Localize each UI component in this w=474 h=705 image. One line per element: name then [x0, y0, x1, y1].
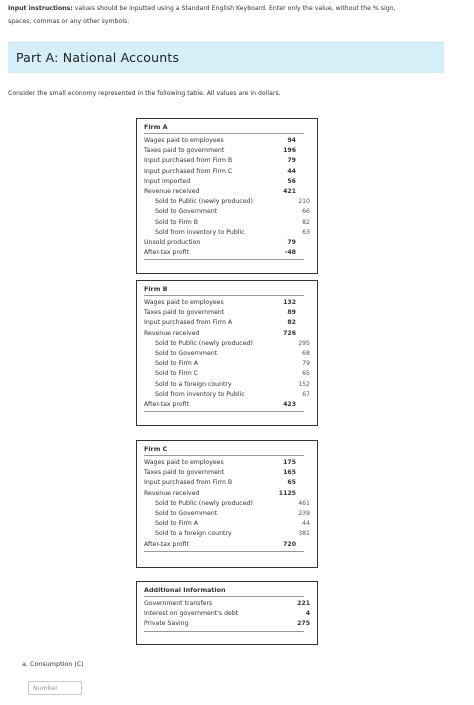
row-subvalue: 67	[302, 390, 310, 398]
row-subvalue: 63	[302, 228, 310, 236]
table-row	[144, 248, 310, 258]
row-label: Revenue received	[144, 489, 200, 497]
row-subvalue: 275	[297, 620, 310, 628]
row-label: After-tax profit	[144, 540, 189, 548]
row-value: 175	[283, 459, 296, 466]
row-label: Sold to Public (newly produced)	[155, 499, 253, 507]
row-subvalue: 152	[298, 380, 310, 388]
row-label: Sold to Firm A	[155, 360, 198, 368]
table-row	[144, 308, 310, 318]
footer-divider	[144, 631, 304, 632]
table-row	[144, 380, 310, 390]
row-value: 79	[287, 239, 296, 246]
row-label: Taxes paid to government	[144, 147, 225, 155]
table-row	[144, 458, 310, 468]
row-label: Private Saving	[144, 620, 189, 628]
row-label: Sold to Government	[155, 208, 218, 216]
row-value: 720	[283, 540, 296, 548]
row-label: Taxes paid to government	[144, 309, 225, 317]
section-banner	[8, 42, 444, 73]
row-label: Input purchased from Firm A	[144, 319, 233, 327]
firm-b-table	[136, 280, 318, 426]
additional-info-table	[136, 581, 318, 645]
intro-text: Consider the small economy represented in the following table. All values are in dollars.	[8, 90, 281, 97]
row-subvalue: 381	[298, 530, 310, 538]
table-row	[144, 529, 310, 539]
table-row	[144, 197, 310, 207]
table-row	[144, 609, 310, 619]
table-row	[144, 298, 310, 308]
firm-c-table	[136, 440, 318, 568]
table-row	[144, 509, 310, 519]
row-label: Sold to Firm A	[155, 520, 198, 528]
table-row	[144, 540, 310, 550]
table-row	[144, 187, 310, 197]
table-row	[144, 167, 310, 177]
row-label: Sold to a foreign country	[155, 380, 232, 388]
row-label: Wages paid to employees	[144, 299, 224, 306]
table-row	[144, 207, 310, 217]
question-label: a. Consumption (C)	[22, 660, 84, 668]
row-value: 421	[283, 188, 296, 195]
row-label: Input imported	[144, 177, 191, 185]
header-divider	[144, 295, 304, 296]
table-row	[144, 499, 310, 509]
row-label: Revenue received	[144, 188, 200, 195]
table-row	[144, 390, 310, 400]
row-label: Sold from inventory to Public	[155, 228, 245, 236]
row-value: 165	[283, 469, 296, 477]
input-instructions	[8, 2, 464, 28]
row-label: Interest on government's debt	[144, 610, 239, 618]
row-label: Sold to Public (newly produced)	[155, 198, 253, 206]
row-label: Unsold production	[144, 239, 201, 246]
row-value: 94	[287, 137, 296, 144]
table-row	[144, 318, 310, 328]
row-subvalue: 66	[302, 208, 310, 216]
table-row	[144, 468, 310, 478]
row-subvalue: 65	[302, 370, 310, 378]
row-value: 56	[287, 177, 296, 185]
row-subvalue: 461	[298, 499, 310, 507]
table-row	[144, 238, 310, 248]
footer-divider	[144, 259, 304, 260]
row-label: After-tax profit	[144, 249, 189, 257]
table-row	[144, 599, 310, 609]
table-row	[144, 400, 310, 410]
row-label: Wages paid to employees	[144, 459, 224, 466]
row-subvalue: 221	[297, 600, 310, 607]
row-label: Taxes paid to government	[144, 469, 225, 477]
instructions-bold: Input instructions:	[8, 5, 73, 12]
table-row	[144, 369, 310, 379]
footer-divider	[144, 411, 304, 412]
table-row	[144, 218, 310, 228]
row-value: 44	[287, 167, 296, 175]
table-row	[144, 619, 310, 629]
table-row	[144, 329, 310, 339]
row-label: Input purchased from Firm B	[144, 479, 233, 487]
table-row	[144, 489, 310, 499]
header-divider	[144, 455, 304, 456]
row-subvalue: 82	[302, 218, 310, 226]
table-row	[144, 156, 310, 166]
table-row	[144, 519, 310, 529]
table-row	[144, 146, 310, 156]
row-subvalue: 4	[305, 610, 310, 618]
row-value: 423	[283, 401, 296, 408]
row-label: Sold to Public (newly produced)	[155, 339, 253, 347]
row-subvalue: 44	[302, 520, 310, 528]
row-value: 1125	[278, 489, 296, 497]
consumption-input[interactable]	[28, 681, 82, 695]
row-label: Sold to Firm B	[155, 218, 199, 226]
table-row	[144, 136, 310, 146]
table-title: Additional Information	[144, 586, 226, 594]
row-value: 132	[283, 299, 296, 306]
instructions-line1: values should be inputted using a Standard English Keyboard. Enter only the value, without the % sign,	[72, 5, 396, 12]
header-divider	[144, 133, 304, 134]
section-title: Part A: National Accounts	[16, 50, 180, 65]
row-label: Sold to a foreign country	[155, 530, 232, 538]
row-subvalue: 239	[298, 510, 310, 517]
row-label: Sold to Government	[155, 350, 218, 357]
table-row	[144, 478, 310, 488]
instructions-line2: spaces, commas or any other symbols.	[8, 18, 130, 25]
row-value: 79	[287, 157, 296, 165]
table-row	[144, 359, 310, 369]
table-title: Firm A	[144, 123, 168, 131]
row-value: -48	[284, 249, 296, 257]
firm-a-table	[136, 118, 318, 274]
row-subvalue: 68	[302, 350, 310, 357]
table-row	[144, 339, 310, 349]
row-value: 196	[283, 147, 296, 155]
row-value: 89	[287, 309, 296, 317]
row-label: Input purchased from Firm C	[144, 167, 233, 175]
row-subvalue: 295	[298, 339, 310, 347]
row-label: Revenue received	[144, 329, 200, 337]
row-label: Wages paid to employees	[144, 137, 224, 144]
row-label: Sold to Firm C	[155, 370, 199, 378]
row-label: After-tax profit	[144, 401, 189, 408]
row-label: Sold from inventory to Public	[155, 390, 245, 398]
row-value: 65	[287, 479, 296, 487]
row-label: Sold to Government	[155, 510, 218, 517]
footer-divider	[144, 551, 304, 552]
table-row	[144, 177, 310, 187]
row-label: Government transfers	[144, 600, 213, 607]
row-subvalue: 210	[298, 198, 310, 206]
table-row	[144, 228, 310, 238]
header-divider	[144, 596, 304, 597]
row-value: 726	[283, 329, 296, 337]
row-label: Input purchased from Firm B	[144, 157, 233, 165]
row-subvalue: 79	[302, 360, 310, 368]
table-row	[144, 349, 310, 359]
row-value: 82	[287, 319, 296, 327]
table-title: Firm C	[144, 445, 168, 453]
table-title: Firm B	[144, 285, 168, 293]
